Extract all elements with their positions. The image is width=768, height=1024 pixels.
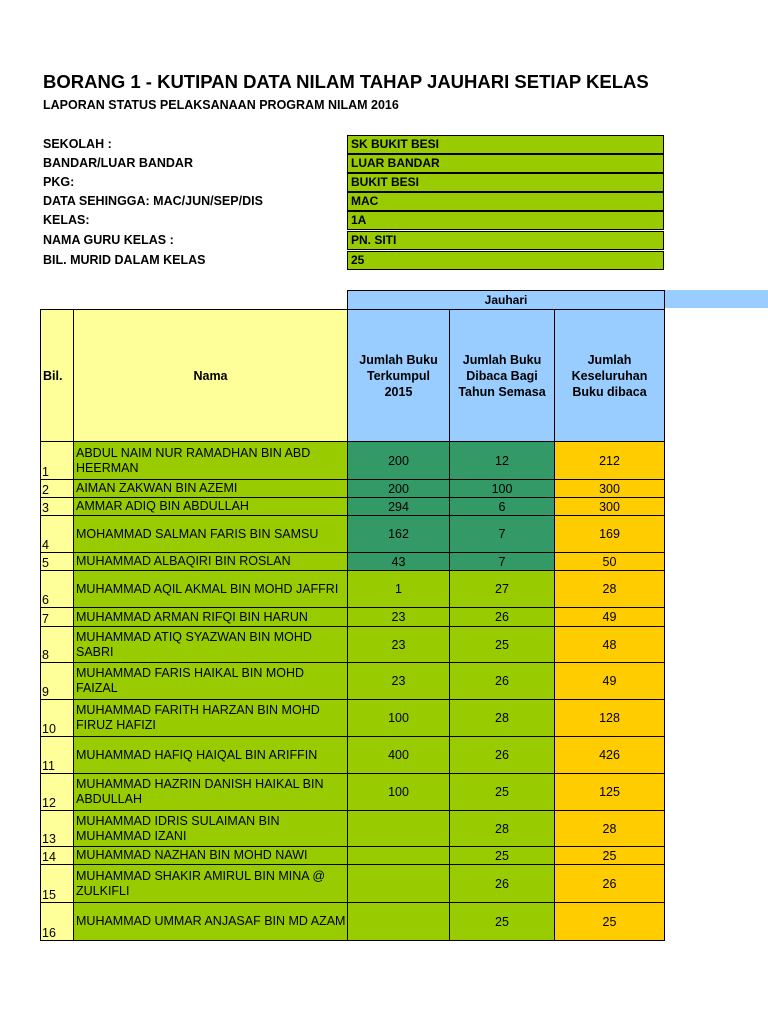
cell-bil: 11 bbox=[40, 736, 74, 774]
cell-bil: 15 bbox=[40, 864, 74, 903]
cell-bil: 5 bbox=[40, 552, 74, 571]
cell-jumlah-keseluruhan: 169 bbox=[554, 515, 665, 553]
cell-bil: 4 bbox=[40, 515, 74, 553]
info-label: BANDAR/LUAR BANDAR bbox=[43, 156, 193, 170]
header-bil: Bil. bbox=[40, 309, 74, 442]
cell-nama: MUHAMMAD ARMAN RIFQI BIN HARUN bbox=[73, 607, 348, 627]
info-value: SK BUKIT BESI bbox=[347, 135, 664, 154]
cell-jumlah-terkumpul: 23 bbox=[347, 607, 450, 627]
cell-jumlah-keseluruhan: 28 bbox=[554, 810, 665, 847]
info-label: PKG: bbox=[43, 175, 75, 189]
header-nama: Nama bbox=[73, 309, 348, 442]
cell-jumlah-terkumpul bbox=[347, 864, 450, 903]
header-jumlah-buku-dibaca: Jumlah Buku Dibaca Bagi Tahun Semasa bbox=[449, 309, 555, 442]
cell-jumlah-dibaca: 6 bbox=[449, 497, 555, 516]
cell-nama: AIMAN ZAKWAN BIN AZEMI bbox=[73, 479, 348, 498]
cell-jumlah-terkumpul: 43 bbox=[347, 552, 450, 571]
cell-bil: 1 bbox=[40, 441, 74, 480]
cell-nama: MUHAMMAD HAZRIN DANISH HAIKAL BIN ABDULLAH bbox=[73, 773, 348, 811]
header-jumlah-keseluruhan: Jumlah Keseluruhan Buku dibaca bbox=[554, 309, 665, 442]
cell-jumlah-keseluruhan: 26 bbox=[554, 864, 665, 903]
column-header-extension bbox=[665, 290, 768, 308]
cell-jumlah-dibaca: 25 bbox=[449, 846, 555, 865]
cell-nama: MUHAMMAD SHAKIR AMIRUL BIN MINA @ ZULKIFLI bbox=[73, 864, 348, 903]
cell-jumlah-terkumpul bbox=[347, 902, 450, 941]
cell-jumlah-dibaca: 100 bbox=[449, 479, 555, 498]
cell-jumlah-keseluruhan: 48 bbox=[554, 626, 665, 663]
info-label: KELAS: bbox=[43, 213, 90, 227]
cell-jumlah-terkumpul: 200 bbox=[347, 441, 450, 480]
cell-nama: MOHAMMAD SALMAN FARIS BIN SAMSU bbox=[73, 515, 348, 553]
cell-jumlah-dibaca: 12 bbox=[449, 441, 555, 480]
cell-bil: 7 bbox=[40, 607, 74, 627]
cell-nama: ABDUL NAIM NUR RAMADHAN BIN ABD HEERMAN bbox=[73, 441, 348, 480]
cell-jumlah-dibaca: 26 bbox=[449, 736, 555, 774]
info-label: DATA SEHINGGA: MAC/JUN/SEP/DIS bbox=[43, 194, 263, 208]
cell-jumlah-keseluruhan: 125 bbox=[554, 773, 665, 811]
cell-jumlah-keseluruhan: 212 bbox=[554, 441, 665, 480]
info-value: LUAR BANDAR bbox=[347, 154, 664, 173]
cell-nama: MUHAMMAD IDRIS SULAIMAN BIN MUHAMMAD IZANI bbox=[73, 810, 348, 847]
cell-jumlah-terkumpul: 23 bbox=[347, 662, 450, 700]
cell-jumlah-terkumpul: 100 bbox=[347, 699, 450, 737]
cell-bil: 12 bbox=[40, 773, 74, 811]
cell-bil: 13 bbox=[40, 810, 74, 847]
cell-nama: MUHAMMAD FARITH HARZAN BIN MOHD FIRUZ HAFIZI bbox=[73, 699, 348, 737]
cell-jumlah-dibaca: 26 bbox=[449, 864, 555, 903]
cell-bil: 9 bbox=[40, 662, 74, 700]
cell-bil: 6 bbox=[40, 570, 74, 608]
cell-bil: 14 bbox=[40, 846, 74, 865]
cell-jumlah-terkumpul: 294 bbox=[347, 497, 450, 516]
cell-jumlah-terkumpul: 162 bbox=[347, 515, 450, 553]
cell-jumlah-dibaca: 25 bbox=[449, 773, 555, 811]
jauhari-group-header: Jauhari bbox=[347, 290, 665, 310]
cell-nama: MUHAMMAD ATIQ SYAZWAN BIN MOHD SABRI bbox=[73, 626, 348, 663]
cell-bil: 2 bbox=[40, 479, 74, 498]
cell-jumlah-terkumpul bbox=[347, 846, 450, 865]
cell-jumlah-dibaca: 26 bbox=[449, 662, 555, 700]
cell-jumlah-terkumpul: 100 bbox=[347, 773, 450, 811]
cell-jumlah-keseluruhan: 128 bbox=[554, 699, 665, 737]
cell-jumlah-terkumpul: 400 bbox=[347, 736, 450, 774]
info-label: NAMA GURU KELAS : bbox=[43, 233, 174, 247]
cell-jumlah-dibaca: 25 bbox=[449, 902, 555, 941]
info-value: PN. SITI bbox=[347, 231, 664, 250]
cell-bil: 3 bbox=[40, 497, 74, 516]
form-title: BORANG 1 - KUTIPAN DATA NILAM TAHAP JAUHARI SETIAP KELAS bbox=[43, 71, 649, 92]
cell-jumlah-dibaca: 28 bbox=[449, 810, 555, 847]
cell-jumlah-dibaca: 26 bbox=[449, 607, 555, 627]
cell-jumlah-keseluruhan: 300 bbox=[554, 497, 665, 516]
cell-jumlah-keseluruhan: 49 bbox=[554, 607, 665, 627]
cell-jumlah-keseluruhan: 25 bbox=[554, 846, 665, 865]
cell-jumlah-dibaca: 27 bbox=[449, 570, 555, 608]
cell-jumlah-dibaca: 25 bbox=[449, 626, 555, 663]
info-value: 1A bbox=[347, 211, 664, 230]
cell-nama: AMMAR ADIQ BIN ABDULLAH bbox=[73, 497, 348, 516]
cell-jumlah-keseluruhan: 300 bbox=[554, 479, 665, 498]
cell-bil: 16 bbox=[40, 902, 74, 941]
cell-jumlah-terkumpul bbox=[347, 810, 450, 847]
report-subtitle: LAPORAN STATUS PELAKSANAAN PROGRAM NILAM 2016 bbox=[43, 98, 399, 112]
header-jumlah-buku-terkumpul: Jumlah Buku Terkumpul 2015 bbox=[347, 309, 450, 442]
info-label: SEKOLAH : bbox=[43, 137, 112, 151]
cell-nama: MUHAMMAD AQIL AKMAL BIN MOHD JAFFRI bbox=[73, 570, 348, 608]
cell-nama: MUHAMMAD NAZHAN BIN MOHD NAWI bbox=[73, 846, 348, 865]
cell-jumlah-terkumpul: 23 bbox=[347, 626, 450, 663]
info-label: BIL. MURID DALAM KELAS bbox=[43, 253, 206, 267]
cell-jumlah-keseluruhan: 28 bbox=[554, 570, 665, 608]
cell-bil: 10 bbox=[40, 699, 74, 737]
cell-jumlah-keseluruhan: 25 bbox=[554, 902, 665, 941]
info-value: BUKIT BESI bbox=[347, 173, 664, 192]
cell-nama: MUHAMMAD ALBAQIRI BIN ROSLAN bbox=[73, 552, 348, 571]
cell-nama: MUHAMMAD HAFIQ HAIQAL BIN ARIFFIN bbox=[73, 736, 348, 774]
info-value: MAC bbox=[347, 192, 664, 211]
info-value: 25 bbox=[347, 251, 664, 270]
cell-nama: MUHAMMAD UMMAR ANJASAF BIN MD AZAM bbox=[73, 902, 348, 941]
cell-jumlah-dibaca: 7 bbox=[449, 552, 555, 571]
cell-nama: MUHAMMAD FARIS HAIKAL BIN MOHD FAIZAL bbox=[73, 662, 348, 700]
cell-jumlah-keseluruhan: 49 bbox=[554, 662, 665, 700]
cell-jumlah-keseluruhan: 426 bbox=[554, 736, 665, 774]
cell-jumlah-terkumpul: 1 bbox=[347, 570, 450, 608]
cell-bil: 8 bbox=[40, 626, 74, 663]
cell-jumlah-terkumpul: 200 bbox=[347, 479, 450, 498]
cell-jumlah-dibaca: 7 bbox=[449, 515, 555, 553]
cell-jumlah-dibaca: 28 bbox=[449, 699, 555, 737]
cell-jumlah-keseluruhan: 50 bbox=[554, 552, 665, 571]
